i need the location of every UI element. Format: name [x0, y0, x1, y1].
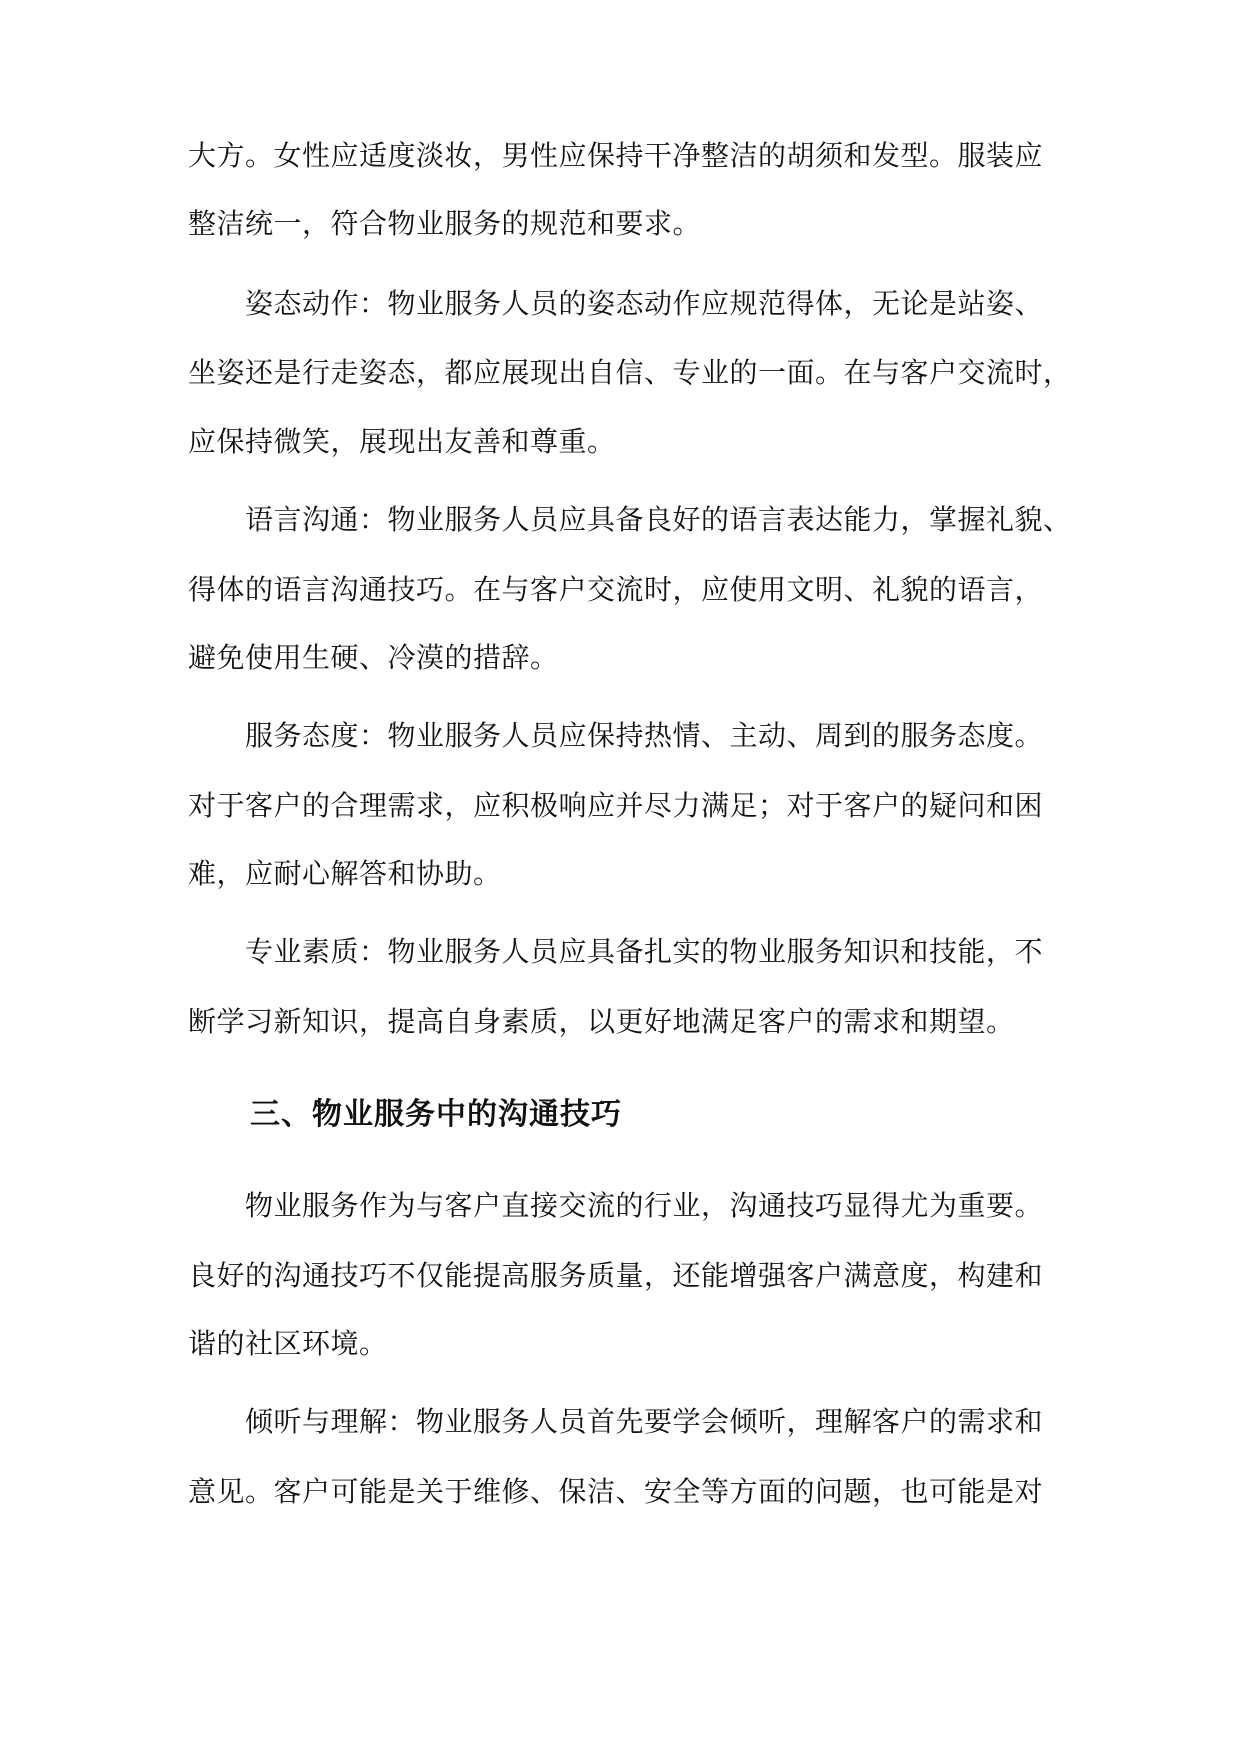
text-line: 服务态度：物业服务人员应保持热情、主动、周到的服务态度。 — [188, 719, 1044, 752]
text-line: 对于客户的合理需求，应积极响应并尽力满足；对于客户的疑问和困 — [188, 789, 1044, 822]
text-line: 整洁统一，符合物业服务的规范和要求。 — [188, 207, 702, 240]
text-line: 姿态动作：物业服务人员的姿态动作应规范得体，无论是站姿、 — [188, 287, 1044, 320]
text-line: 大方。女性应适度淡妆，男性应保持干净整洁的胡须和发型。服装应 — [188, 139, 1044, 172]
text-line: 坐姿还是行走姿态，都应展现出自信、专业的一面。在与客户交流时， — [188, 356, 1072, 389]
text-line: 难，应耐心解答和协助。 — [188, 857, 502, 890]
text-line: 物业服务作为与客户直接交流的行业，沟通技巧显得尤为重要。 — [188, 1189, 1044, 1222]
section-heading: 三、物业服务中的沟通技巧 — [250, 1097, 622, 1132]
text-line: 语言沟通：物业服务人员应具备良好的语言表达能力，掌握礼貌、 — [188, 503, 1072, 536]
text-line: 谐的社区环境。 — [188, 1327, 388, 1360]
text-line: 专业素质：物业服务人员应具备扎实的物业服务知识和技能，不 — [188, 935, 1044, 968]
text-line: 断学习新知识，提高自身素质，以更好地满足客户的需求和期望。 — [188, 1005, 1015, 1038]
text-line: 倾听与理解：物业服务人员首先要学会倾听，理解客户的需求和 — [188, 1405, 1044, 1438]
text-line: 良好的沟通技巧不仅能提高服务质量，还能增强客户满意度，构建和 — [188, 1259, 1044, 1292]
text-line: 应保持微笑，展现出友善和尊重。 — [188, 425, 616, 458]
text-line: 避免使用生硬、冷漠的措辞。 — [188, 641, 559, 674]
text-line: 得体的语言沟通技巧。在与客户交流时，应使用文明、礼貌的语言， — [188, 573, 1044, 606]
text-line: 意见。客户可能是关于维修、保洁、安全等方面的问题，也可能是对 — [188, 1475, 1044, 1508]
